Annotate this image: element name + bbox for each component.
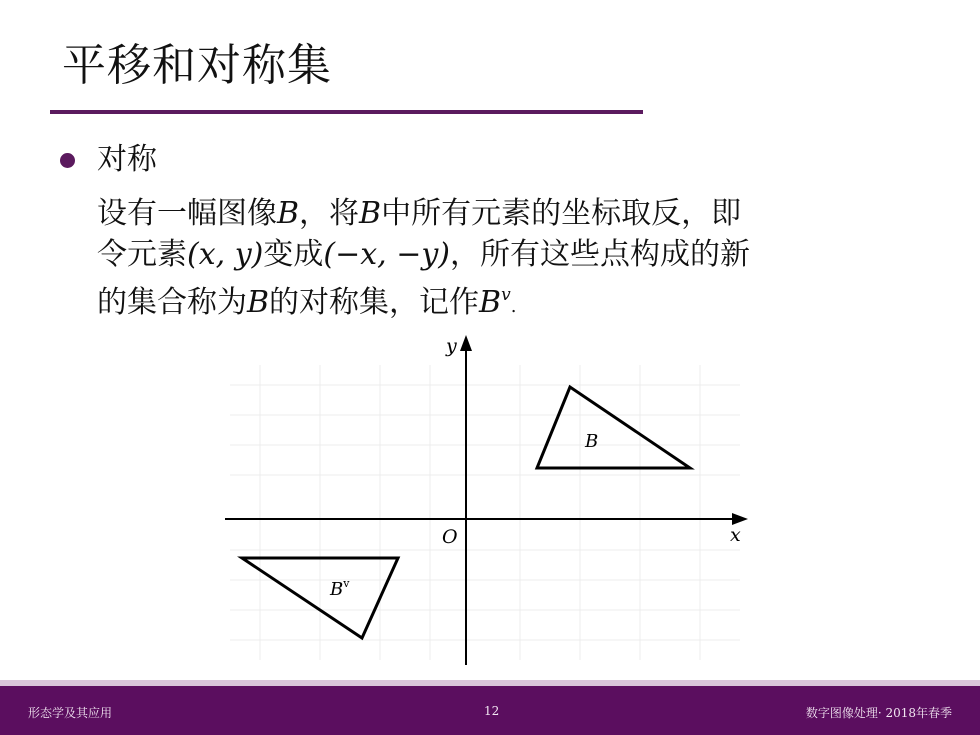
- text-segment: ，所有这些点构成的新: [449, 237, 750, 272]
- origin-label: O: [442, 526, 458, 548]
- text-segment: ，将: [299, 196, 360, 231]
- text-period: .: [510, 296, 517, 317]
- definition-paragraph: [97, 193, 937, 327]
- reflected-label-base: B: [330, 579, 344, 600]
- triangle-b: [537, 387, 690, 468]
- bullet-label: 对称: [97, 142, 157, 177]
- text-segment: 令元素: [97, 237, 187, 272]
- title-underline: [50, 110, 643, 114]
- paragraph-line-2: [97, 234, 937, 275]
- reflection-diagram: [220, 325, 760, 670]
- math-symbol-b: B: [359, 196, 382, 231]
- math-coordinate: (x, y): [187, 237, 264, 272]
- text-segment: 中所有元素的坐标取反，即: [381, 196, 742, 231]
- y-axis-arrow-icon: [460, 335, 472, 351]
- footer-bar: [0, 680, 980, 735]
- text-segment: 的集合称为: [97, 285, 247, 320]
- x-axis-label: x: [730, 524, 741, 546]
- text-segment: 设有一幅图像: [97, 196, 277, 231]
- triangle-b-label: B: [585, 431, 599, 452]
- math-symbol-b: B: [277, 196, 300, 231]
- math-negated-coordinate: (−x, −y): [323, 237, 450, 272]
- paragraph-line-3: [97, 275, 937, 327]
- footer-top-strip: [0, 680, 980, 686]
- triangle-b-reflected-label: [329, 577, 350, 600]
- paragraph-line-1: [97, 193, 937, 234]
- math-symbol-b: B: [247, 285, 270, 320]
- math-superscript-v: v: [501, 285, 511, 305]
- reflected-label-superscript: v: [343, 577, 350, 590]
- y-axis-label: y: [446, 335, 457, 357]
- footer-course-topic: 形态学及其应用: [28, 706, 113, 720]
- text-segment: 变成: [263, 237, 324, 272]
- math-symbol-b-reflected: B: [479, 285, 502, 320]
- slide-title: 平移和对称集: [62, 40, 332, 91]
- footer-page-number: 12: [484, 704, 500, 718]
- footer-course-info: 数字图像处理· 2018年春季: [805, 706, 952, 720]
- bullet-dot-icon: [60, 153, 75, 168]
- text-segment: 的对称集，记作: [269, 285, 480, 320]
- background-grid: [230, 365, 740, 660]
